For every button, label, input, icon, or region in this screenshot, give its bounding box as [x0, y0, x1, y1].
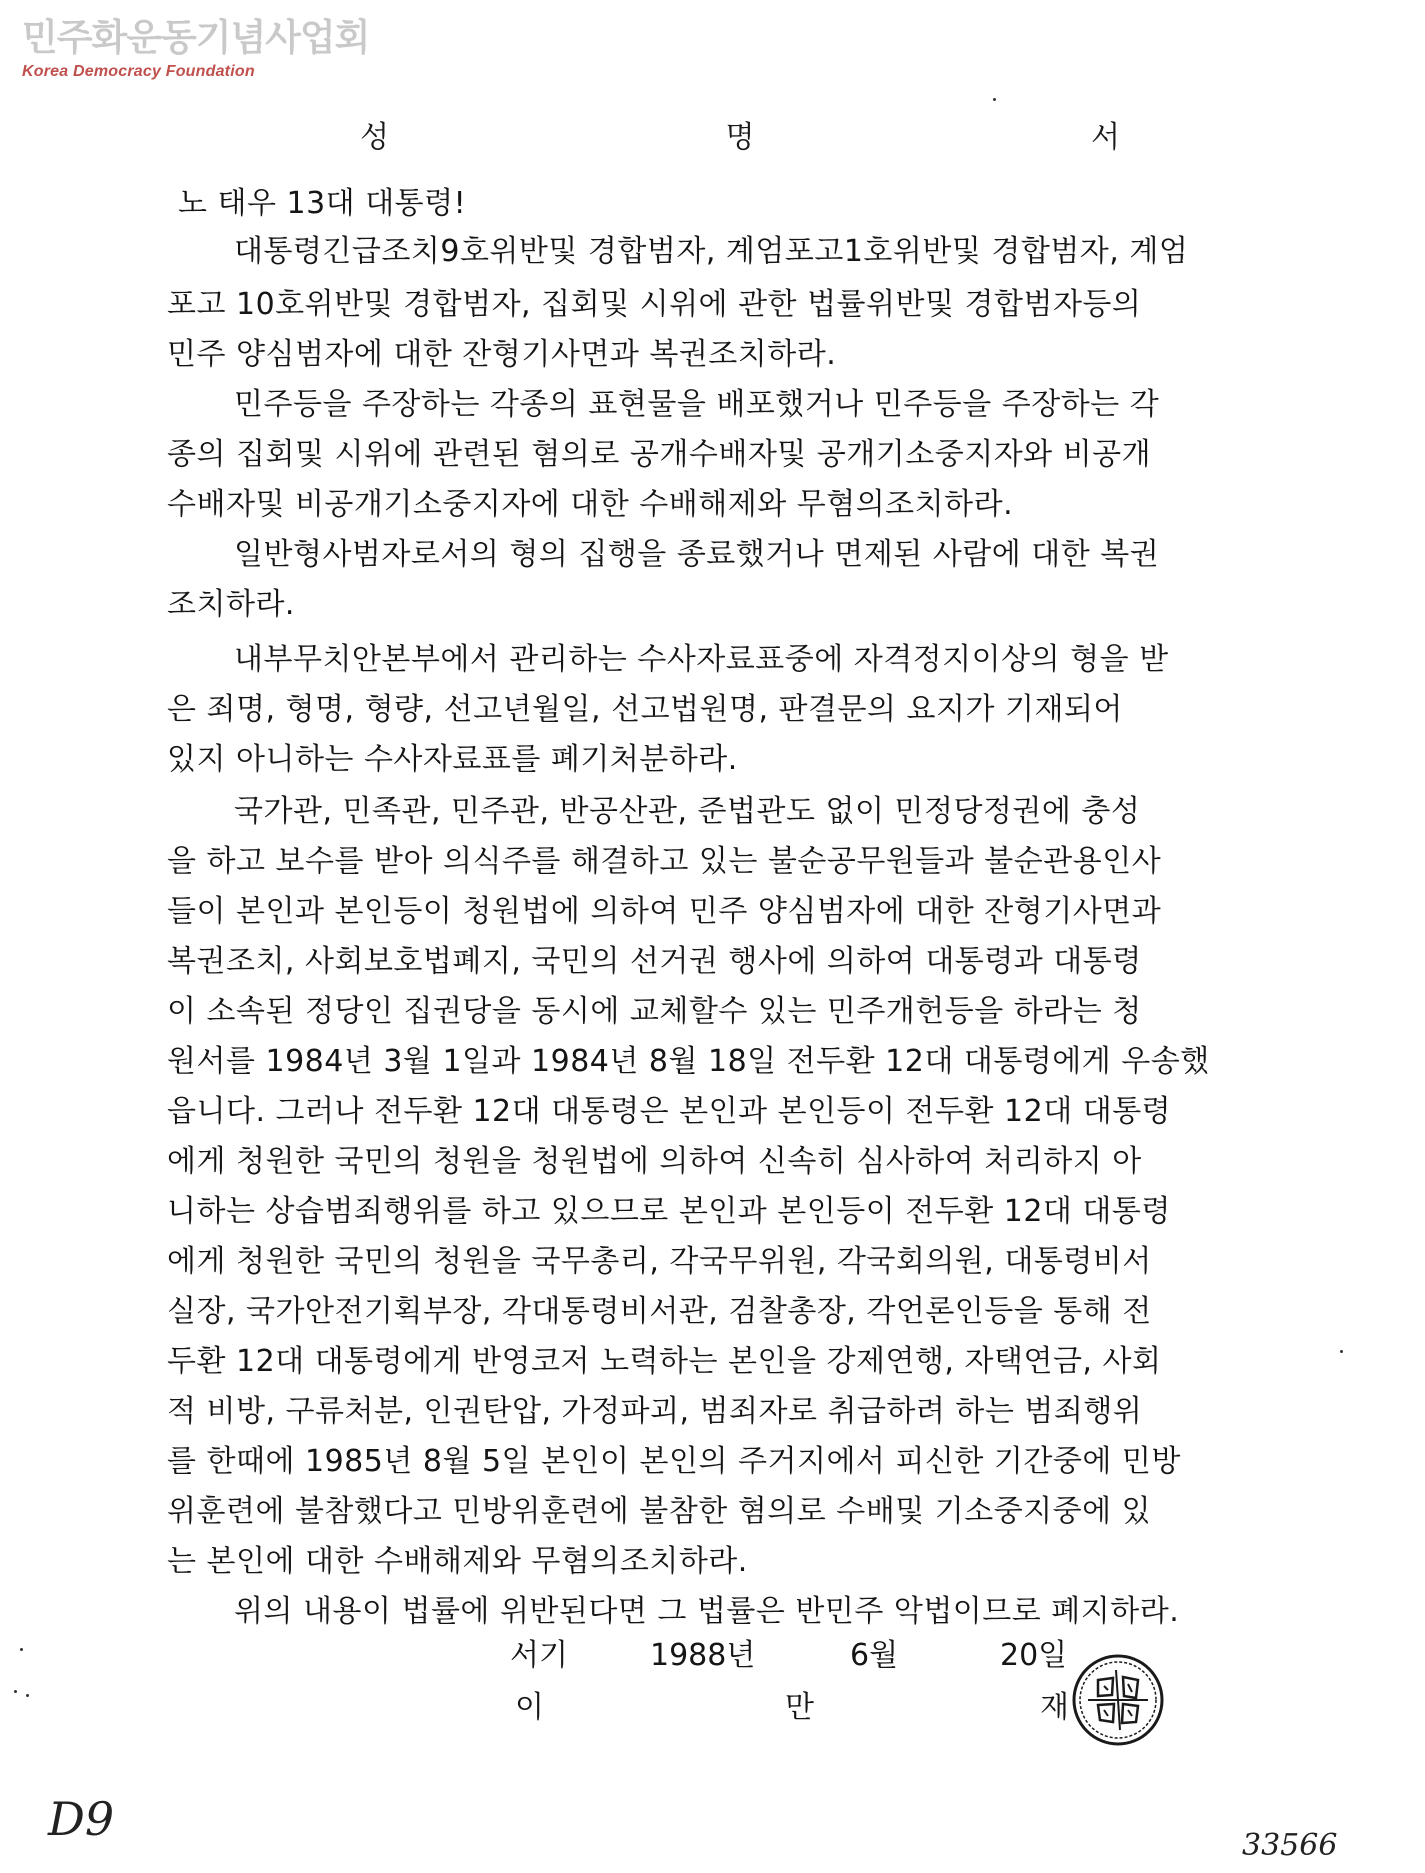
body-line: 있지 아니하는 수사자료표를 폐기처분하라. — [167, 742, 738, 777]
body-line: 을 하고 보수를 받아 의식주를 해결하고 있는 불순공무원들과 불순관용인사 — [167, 844, 1162, 879]
title-char: 서 — [1091, 120, 1120, 155]
body-line: 읍니다. 그러나 전두환 12대 대통령은 본인과 본인등이 전두환 12대 대통령 — [167, 1094, 1172, 1129]
watermark-korean: 민주화운동기념사업회 — [22, 16, 370, 59]
body-line: 두환 12대 대통령에게 반영코저 노력하는 본인을 강제연행, 자택연금, 사회 — [167, 1344, 1162, 1379]
body-line: 니하는 상습범죄행위를 하고 있으므로 본인과 본인등이 전두환 12대 대통령 — [167, 1194, 1171, 1229]
title-char: 명 — [725, 120, 755, 155]
body-line: 위훈련에 불참했다고 민방위훈련에 불참한 혐의로 수배및 기소중지중에 있 — [167, 1494, 1152, 1529]
body-line: 원서를 1984년 3월 1일과 1984년 8월 18일 전두환 12대 대통령에게 우송했 — [167, 1044, 1210, 1079]
body-line: 이 소속된 정당인 집권당을 동시에 교체할수 있는 민주개헌등을 하라는 청 — [167, 994, 1142, 1029]
date-month: 6월 — [850, 1638, 899, 1673]
scan-speck — [993, 98, 996, 101]
handwritten-note-left: D9 — [48, 1792, 115, 1846]
body-line: 에게 청원한 국민의 청원을 청원법에 의하여 신속히 심사하여 처리하지 아 — [167, 1144, 1142, 1179]
scan-speck — [26, 1694, 29, 1697]
body-line: 적 비방, 구류처분, 인권탄압, 가정파괴, 범죄자로 취급하려 하는 범죄행위 — [167, 1394, 1143, 1429]
body-line: 는 본인에 대한 수배해제와 무혐의조치하라. — [167, 1544, 748, 1579]
body-line: 수배자및 비공개기소중지자에 대한 수배해제와 무혐의조치하라. — [167, 487, 1014, 522]
body-line: 내부무치안본부에서 관리하는 수사자료표중에 자격정지이상의 형을 받 — [234, 642, 1169, 677]
body-line: 대통령긴급조치9호위반및 경합범자, 계엄포고1호위반및 경합범자, 계엄 — [234, 234, 1189, 269]
body-line: 민주 양심범자에 대한 잔형기사면과 복권조치하라. — [167, 337, 837, 372]
watermark — [22, 18, 369, 81]
body-line: 은 죄명, 형명, 형량, 선고년월일, 선고법원명, 판결문의 요지가 기재되어 — [167, 692, 1123, 727]
date-year: 1988년 — [650, 1638, 756, 1673]
scan-speck — [1340, 1350, 1343, 1353]
scan-speck — [20, 1648, 23, 1651]
body-line: 노 태우 13대 대통령! — [178, 186, 467, 221]
body-line: 조치하라. — [167, 587, 295, 622]
signer-char: 재 — [1040, 1690, 1069, 1725]
body-line: 일반형사범자로서의 형의 집행을 종료했거나 면제된 사람에 대한 복권 — [234, 537, 1160, 572]
date-day: 20일 — [1000, 1638, 1068, 1673]
body-line: 위의 내용이 법률에 위반된다면 그 법률은 반민주 악법이므로 폐지하라. — [234, 1594, 1180, 1629]
body-line: 들이 본인과 본인등이 청원법에 의하여 민주 양심범자에 대한 잔형기사면과 — [167, 894, 1162, 929]
seal-stamp — [1068, 1650, 1168, 1750]
handwritten-number: 33566 — [1242, 1828, 1338, 1863]
watermark-english: Korea Democracy Foundation — [22, 62, 255, 80]
body-line: 실장, 국가안전기획부장, 각대통령비서관, 검찰총장, 각언론인등을 통해 전 — [167, 1294, 1152, 1329]
body-line: 종의 집회및 시위에 관련된 혐의로 공개수배자및 공개기소중지자와 비공개 — [167, 437, 1152, 472]
date-prefix: 서기 — [510, 1638, 568, 1673]
document-title — [360, 112, 1120, 156]
body-line: 복권조치, 사회보호법폐지, 국민의 선거권 행사에 의하여 대통령과 대통령 — [167, 944, 1142, 979]
signer-char: 만 — [785, 1690, 814, 1725]
body-line: 를 한때에 1985년 8월 5일 본인이 본인의 주거지에서 피신한 기간중에 민방 — [167, 1444, 1181, 1479]
body-line: 국가관, 민족관, 민주관, 반공산관, 준법관도 없이 민정당정권에 충성 — [234, 794, 1141, 829]
body-line: 민주등을 주장하는 각종의 표현물을 배포했거나 민주등을 주장하는 각 — [234, 387, 1160, 422]
body-line: 에게 청원한 국민의 청원을 국무총리, 각국무위원, 각국회의원, 대통령비서 — [167, 1244, 1152, 1279]
signer-char: 이 — [515, 1690, 544, 1725]
scan-speck — [14, 1690, 17, 1693]
body-line: 포고 10호위반및 경합범자, 집회및 시위에 관한 법률위반및 경합범자등의 — [167, 287, 1142, 322]
title-char: 성 — [360, 120, 389, 155]
